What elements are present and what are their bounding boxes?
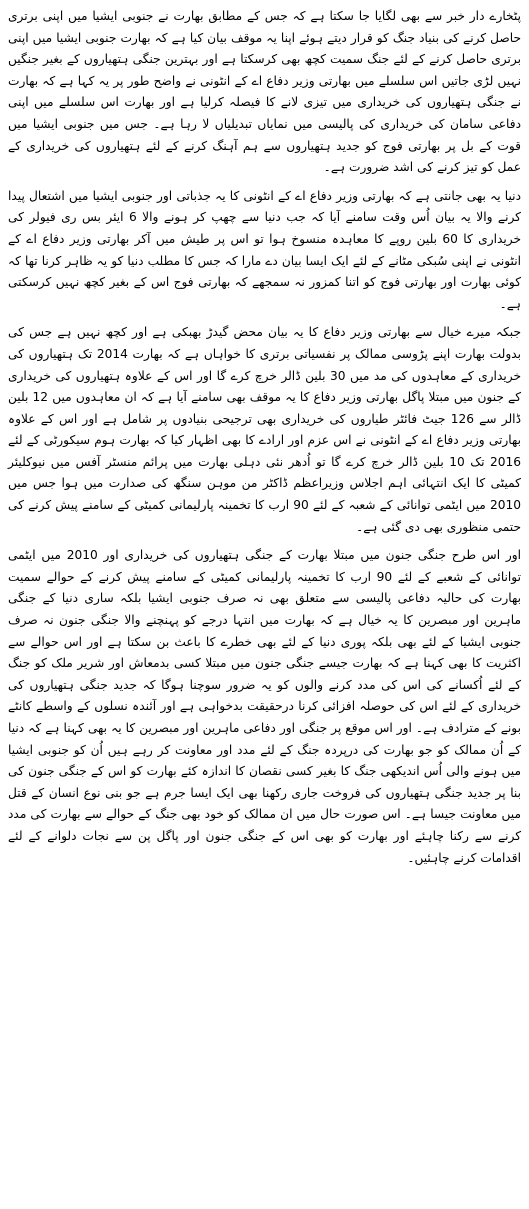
article-paragraph-2: دنیا یہ بھی جانتی ہے کہ بھارتی وزیر دفاع اے کے انٹونی کا یہ جذباتی اور جنوبی ایشیا میں اشتعال پیدا کرنے والا یہ بیان اُس وقت سامنے آیا کہ جب دنیا سے چھپ کر ہونے والا 6 ایئر بس ری فیولر کی خریداری کا 60 بلین روپے کا معاہدہ منسوخ ہوا تو اس پر طیش میں آکر بھارتی وزیر دفاع اے کے انٹونی نے اپنی سُبکی مٹانے کے لئے ایک ایسا بیان دے مارا کہ جس کا مطلب دنیا کو یہ ظاہر کرنا تھا کہ کوئی بھارت اور بھارتی فوج کو اتنا کمزور نہ سمجھے کہ بھارتی فوج اس کے بغیر کچھ نہیں کرسکتی ہے۔ [8, 188, 522, 311]
article-paragraph-3: جبکہ میرے خیال سے بھارتی وزیر دفاع کا یہ بیان محض گیدڑ بھبکی ہے اور کچھ نہیں ہے جس کی بدولت بھارت اپنے پڑوسی ممالک پر نفسیاتی برتری کا خواہاں ہے کہ بھارت 2014 تک ہتھیاروں کی خریداری کے معاہدوں کی مد میں 30 بلین ڈالر خرچ کرے گا اور اس کے علاوہ ہتھیاروں کی خریداری کے جنون میں مبتلا پاگل بھارتی وزیر دفاع کا یہ موقف بھی سامنے آیا ہے کہ ان معاہدوں میں 12 بلین ڈالر سے 126 جیٹ فائٹر طیاروں کی خریداری بھی ترجیحی بنیادوں پر شامل ہے اور اس کے علاوہ بھارتی وزیر دفاع اے کے انٹونی نے اس عزم اور ارادے کا بھی اظہار کیا کہ بھارت ہوم سیکورٹی کے لئے 2016 تک 10 بلین ڈالر خرچ کرے گا تو اُدھر نئی دہلی بھارت میں پرائم منسٹر آفس میں نیوکلیئر کمیٹی کا ایک انتہائی اہم اجلاس وزیراعظم ڈاکٹر من موہن سنگھ کی صدارت میں ہوا جس میں 2010 میں ایٹمی توانائی کے شعبہ کے لئے 90 ارب کا تخمینہ پارلیمانی کمیٹی کے سامنے پیش کرنے کی حتمی منظوری بھی دی گئی ہے۔ [8, 325, 521, 534]
article-body [8, 6, 521, 869]
article-paragraph-1: پٹخارے دار خبر سے بھی لگایا جا سکتا ہے کہ جس کے مطابق بھارت نے جنوبی ایشیا میں اپنی برتری حاصل کرنے کی بنیاد جنگ کو قرار دیتے ہوئے اپنا یہ موقف بیان کیا ہے کہ بھارت جنوبی ایشیا میں اپنی برتری حاصل کرنے کے لئے جنگ سمیت کچھ بھی کرسکتا ہے اور بہترین جنگی ہتھیاروں کے بغیر جنگیں نہیں لڑی جاتیں اس سلسلے میں بھارتی وزیر دفاع اے کے انٹونی نے واضح طور پر یہ کہا ہے کہ بھارت نے جنگی ہتھیاروں کی خریداری میں تیزی لانے کا فیصلہ کرلیا ہے اور بھارت اس سلسلے میں اپنی دفاعی سامان کی خریداری کی پالیسی میں نمایاں تبدیلیاں لا رہا ہے۔ جس میں جنوبی ایشیا میں قوت کے بل پر بھارتی فوج کو جدید ہتھیاروں سے ہم آہنگ کرنے کے لئے ہتھیاروں کی خریداری کے عمل کو تیز کرنے کی اشد ضرورت ہے۔ [8, 9, 521, 175]
article-paragraph-4: اور اس طرح جنگی جنون میں مبتلا بھارت کے جنگی ہتھیاروں کی خریداری اور 2010 میں ایٹمی توانائی کے شعبے کے لئے 90 ارب کا تخمینہ پارلیمانی کمیٹی کے سامنے پیش کرنے کے حوالے سمیت بھارت کی حالیہ دفاعی پالیسی سے متعلق بھی نہ صرف جنوبی ایشیا بلکہ ساری دنیا کے جنگی ماہرین اور مبصرین کا یہ خیال ہے کہ بھارت میں انتہا درجے کو پہنچنے والا جنگی جنون نہ صرف جنوبی ایشیا کے لئے بھی بلکہ پوری دنیا کے لئے بھی خطرے کا باعث بن سکتا ہے اور اس حوالے سے اکثریت کا بھی کہنا ہے کہ بھارت جیسے جنگی جنون میں مبتلا کسی بدمعاش اور شریر ملک کو جنگ کے لئے اُکسانے کی اس کی مدد کرنے والوں کو یہ ضرور سوچنا ہوگا کہ جدید جنگی ہتھیاروں کی خریداری کے لئے اس کی حوصلہ افزائی کرنا درحقیقت بدخواہی ہے اور آئندہ نسلوں کے واسطے کانٹے بونے کے مترادف ہے۔ اور اس موقع پر جنگی اور دفاعی ماہرین اور مبصرین کا یہ بھی کہنا ہے کہ دنیا کے اُن ممالک کو جو بھارت کی درپردہ جنگ کے لئے مدد اور معاونت کر رہے ہیں اُن کو جنوبی ایشیا میں ہونے والی اُس اندیکھی جنگ کا بغیر کسی نقصان کا اندازہ کئے بھارت کو اس کے جنگی جنون کی بنا پر جدید جنگی ہتھیاروں کی فروخت جاری رکھنا بھی ایک ایسا جرم ہے جو بنی نوع انسان کے قتل میں معاونت جیسا ہے۔ اس صورت حال میں ان ممالک کو خود بھی جنگ کے حوالے سے بھارت کی مدد کرنے سے رکنا چاہئے اور بھارت کو بھی اس کے جنگی جنون اور پاگل پن سے نجات دلوانے کے لئے اقدامات کرنے چاہئیں۔ [8, 548, 521, 865]
